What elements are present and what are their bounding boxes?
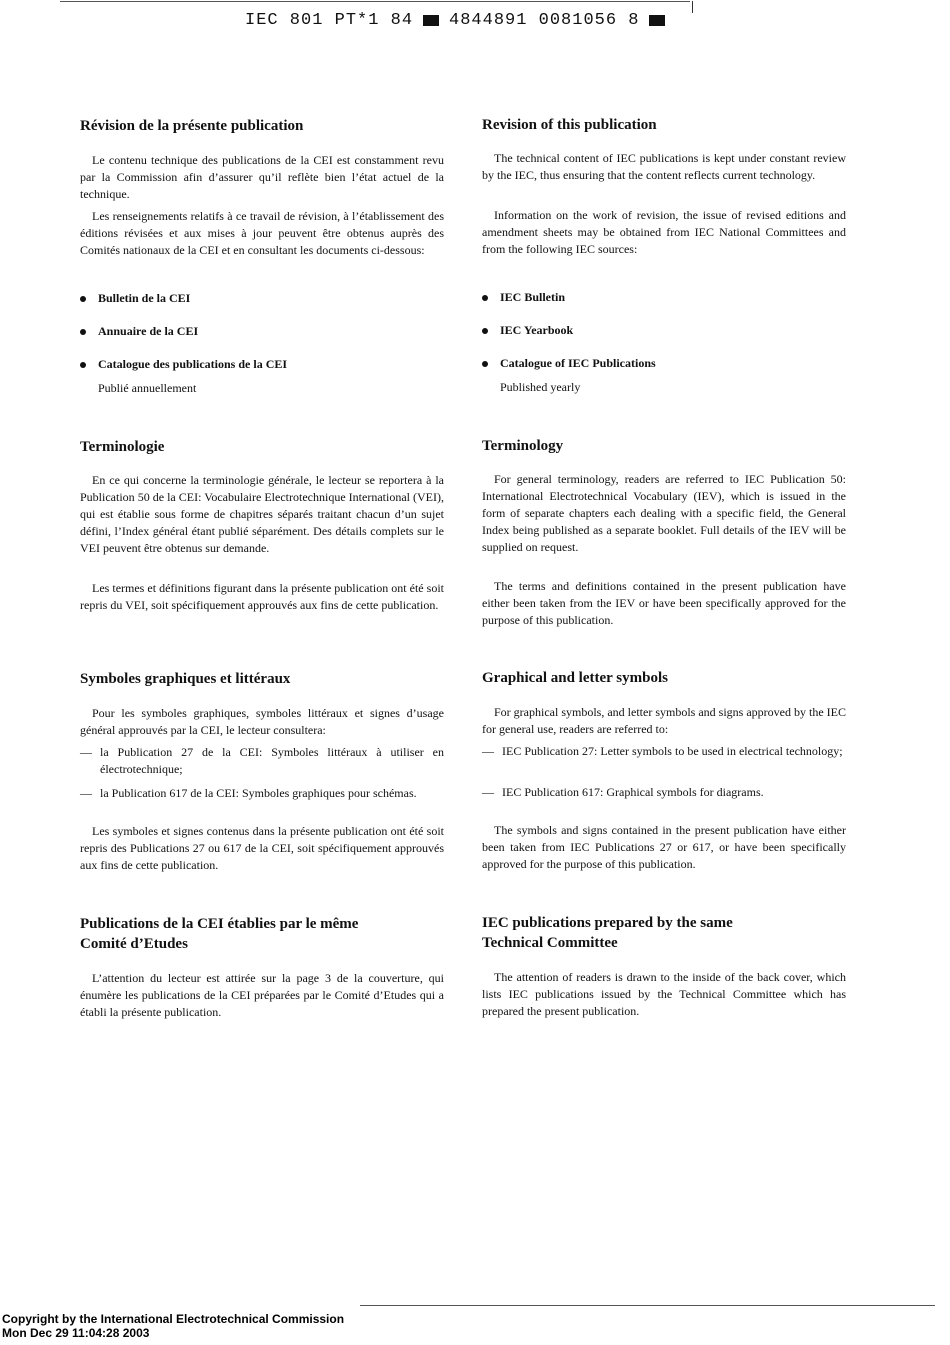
en-symbols-title: Graphical and letter symbols xyxy=(482,670,668,686)
bullet-dot-icon xyxy=(482,361,488,367)
fr-revision-p2: Les renseignements relatifs à ce travail de révision, à l’établissement des éditions révisées et aux mises à jour peuvent être obtenus auprès des Comités nationaux de la CEI et en consultant les documents ci-dessous: xyxy=(80,209,444,257)
document-code-header xyxy=(245,8,695,32)
en-revision-title: Revision of this publication xyxy=(482,117,657,133)
en-symbols-p2: The symbols and signs contained in the present publication have either been taken from IEC Publications 27 or 617, or have been specifically approved for the purpose of this publication. xyxy=(482,823,846,871)
fr-symbols-title: Symboles graphiques et littéraux xyxy=(80,671,291,687)
en-bullet-1: IEC Bulletin xyxy=(482,289,565,306)
fr-terminology-p1: En ce qui concerne la terminologie générale, le lecteur se reportera à la Publication 50 de la CEI: Vocabulaire Electrotechnique International (VEI), qui est établie sous forme de chapitres séparés traitant chacun d’un sujet défini, l’Index général étant publié séparément. Des détails complets sur le VEI peuvent être obtenus sur demande. xyxy=(80,473,444,555)
en-revision-note: Published yearly xyxy=(500,380,581,394)
en-publications-p1: The attention of readers is drawn to the inside of the back cover, which lists IEC publications issued by the Technical Committee which has prepared the present publication. xyxy=(482,970,846,1018)
bullet-dot-icon xyxy=(80,329,86,335)
bullet-dot-icon xyxy=(482,295,488,301)
timestamp-line: Mon Dec 29 11:04:28 2003 xyxy=(2,1326,150,1340)
fr-terminology-p2: Les termes et définitions figurant dans la présente publication ont été soit repris du VEI, soit spécifiquement approuvés aux fins de cette publication. xyxy=(80,581,444,612)
en-revision-p2: Information on the work of revision, the issue of revised editions and amendment sheets may be obtained from IEC National Committees and from the following IEC sources: xyxy=(482,208,846,256)
top-rule xyxy=(60,1,690,2)
bottom-rule xyxy=(360,1305,935,1306)
fr-symbols-item-1: — la Publication 27 de la CEI: Symboles littéraux à utiliser en électrotechnique; xyxy=(80,745,444,776)
fr-revision-title: Révision de la présente publication xyxy=(80,118,304,134)
en-symbols-item-2: — IEC Publication 617: Graphical symbols for diagrams. xyxy=(482,785,764,799)
fr-symbols-item-2: — la Publication 617 de la CEI: Symboles graphiques pour schémas. xyxy=(80,786,417,800)
en-symbols-p1: For graphical symbols, and letter symbols and signs approved by the IEC for general use, readers are referred to: xyxy=(482,705,846,736)
fr-symbols-p1: Pour les symboles graphiques, symboles littéraux et signes d’usage général approuvés par la CEI, le lecteur consultera: xyxy=(80,706,444,737)
fr-publications-title: Publications de la CEI établies par le même Comité d’Etudes xyxy=(80,916,359,952)
fr-bullet-2: Annuaire de la CEI xyxy=(80,323,198,340)
fr-terminology-title: Terminologie xyxy=(80,439,165,455)
fr-revision-note: Publié annuellement xyxy=(98,381,197,395)
fr-publications-p1: L’attention du lecteur est attirée sur la page 3 de la couverture, qui énumère les publications de la CEI préparées par le Comité d’Etudes qui a établi la présente publication. xyxy=(80,971,444,1019)
en-terminology-title: Terminology xyxy=(482,438,564,454)
black-block-marker xyxy=(649,15,665,26)
copyright-footer xyxy=(2,1312,344,1340)
en-revision-p1: The technical content of IEC publications is kept under constant review by the IEC, thus ensuring that the content reflects current technology. xyxy=(482,151,846,182)
bullet-dot-icon xyxy=(482,328,488,334)
copyright-line: Copyright by the International Electrotechnical Commission xyxy=(2,1312,345,1326)
bullet-dot-icon xyxy=(80,362,86,368)
en-terminology-p2: The terms and definitions contained in the present publication have either been taken from the IEV or have been specifically approved for the purpose of this publication. xyxy=(482,579,846,627)
code-left: IEC 801 PT*1 84 xyxy=(245,10,414,30)
code-right: 4844891 0081056 8 xyxy=(449,10,640,30)
en-terminology-p1: For general terminology, readers are referred to IEC Publication 50: International Electrotechnical Vocabulary (IEV), which is issued in the form of separate chapters each dealing with a specific field, the General Index being published as a separate booklet. Full details of the IEV will be supplied on request. xyxy=(482,472,846,554)
en-publications-title: IEC publications prepared by the same Technical Committee xyxy=(482,915,733,951)
fr-bullet-1: Bulletin de la CEI xyxy=(80,290,190,307)
bullet-dot-icon xyxy=(80,296,86,302)
black-block-marker xyxy=(423,15,439,26)
en-bullet-3: Catalogue of IEC Publications xyxy=(482,355,656,372)
fr-bullet-3: Catalogue des publications de la CEI xyxy=(80,356,287,373)
en-bullet-2: IEC Yearbook xyxy=(482,322,573,339)
fr-symbols-p2: Les symboles et signes contenus dans la présente publication ont été soit repris des Publications 27 ou 617 de la CEI, soit spécifiquement approuvés aux fins de cette publication. xyxy=(80,824,444,872)
en-symbols-item-1: — IEC Publication 27: Letter symbols to be used in electrical technology; xyxy=(482,744,843,758)
fr-revision-p1: Le contenu technique des publications de la CEI est constamment revu par la Commission afin d’assurer qu’il reflète bien l’état actuel de la technique. xyxy=(80,153,444,201)
